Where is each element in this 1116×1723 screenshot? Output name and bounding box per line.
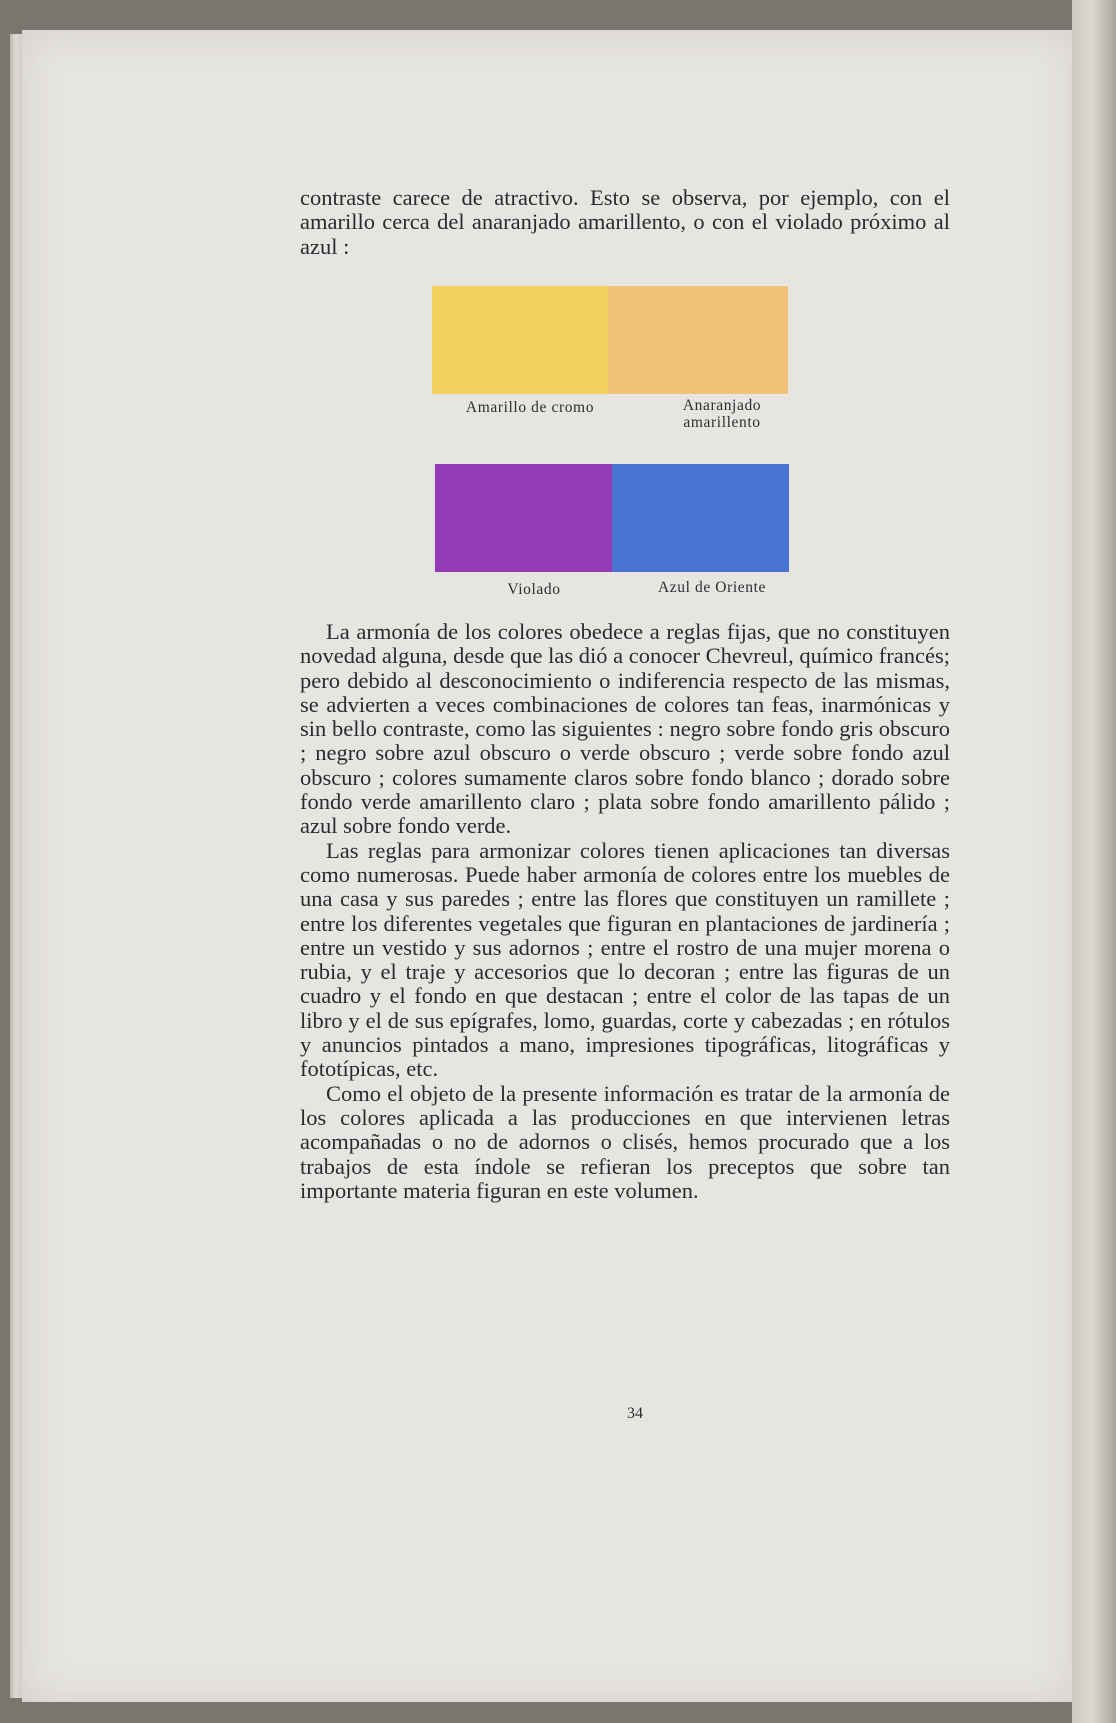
label-amarillento: amarillento [683, 414, 761, 431]
swatch-anaranjado-amarillento [608, 286, 788, 394]
swatch-violado [435, 464, 612, 572]
book-page-edge-right [1072, 0, 1116, 1723]
paragraph-objeto: Como el objeto de la presente información es tratar de la armonía de los colores aplicada a las producciones en que intervienen letras acompañadas o no de adornos o clisés, hemos procurado que a los trabajos de esta índole se refieran los preceptos que sobre tan importante materia figuran en este volumen. [300, 1080, 950, 1203]
body-text [300, 620, 950, 1203]
swatch-row-yellow-orange [432, 286, 788, 394]
label-amarillo-de-cromo: Amarillo de cromo [465, 399, 595, 416]
swatch-amarillo-de-cromo [432, 286, 608, 394]
label-azul-de-oriente: Azul de Oriente [658, 579, 766, 596]
swatch-row-violet-blue [435, 464, 789, 572]
paragraph-reglas: Las reglas para armonizar colores tienen aplicaciones tan diversas como numerosas. Puede haber armonía de colores entre los muebles de una casa y sus paredes ; entre las flores que constituyen un ramillete ; entre los diferentes vegetales que figuran en plantaciones de jardinería ; entre un vestido y sus adornos ; entre el rostro de una mujer morena o rubia, y el traje y accesorios que lo decoran ; entre las figuras de un cuadro y el fondo en que destacan ; entre el color de las tapas de un libro y el de sus epígrafes, lomo, guardas, corte y cabezadas ; en rótulos y anuncios pintados a mano, impresiones tipográficas, litográficas y fototípicas, etc. [300, 837, 950, 1082]
page-number: 34 [627, 1405, 643, 1422]
intro-paragraph: contraste carece de atractivo. Esto se observa, por ejemplo, con el amarillo cerca del anaranjado amarillento, o con el violado próximo al azul : [300, 185, 950, 259]
paragraph-armonia: La armonía de los colores obedece a reglas fijas, que no constituyen novedad alguna, desde que las dió a conocer Chevreul, químico francés; pero debido al desconocimiento o indiferencia respecto de las mismas, se advierten a veces combinaciones de colores tan feas, inarmónicas y sin bello contraste, como las siguientes : negro sobre fondo gris obscuro ; negro sobre azul obscuro o verde obscuro ; verde sobre fondo azul obscuro ; colores sumamente claros sobre fondo blanco ; dorado sobre fondo verde amarillento claro ; plata sobre fondo amarillento pálido ; azul sobre fondo verde. [300, 619, 950, 839]
label-anaranjado: Anaranjado [682, 397, 762, 414]
swatch-azul-de-oriente [612, 464, 789, 572]
label-violado: Violado [507, 581, 561, 598]
